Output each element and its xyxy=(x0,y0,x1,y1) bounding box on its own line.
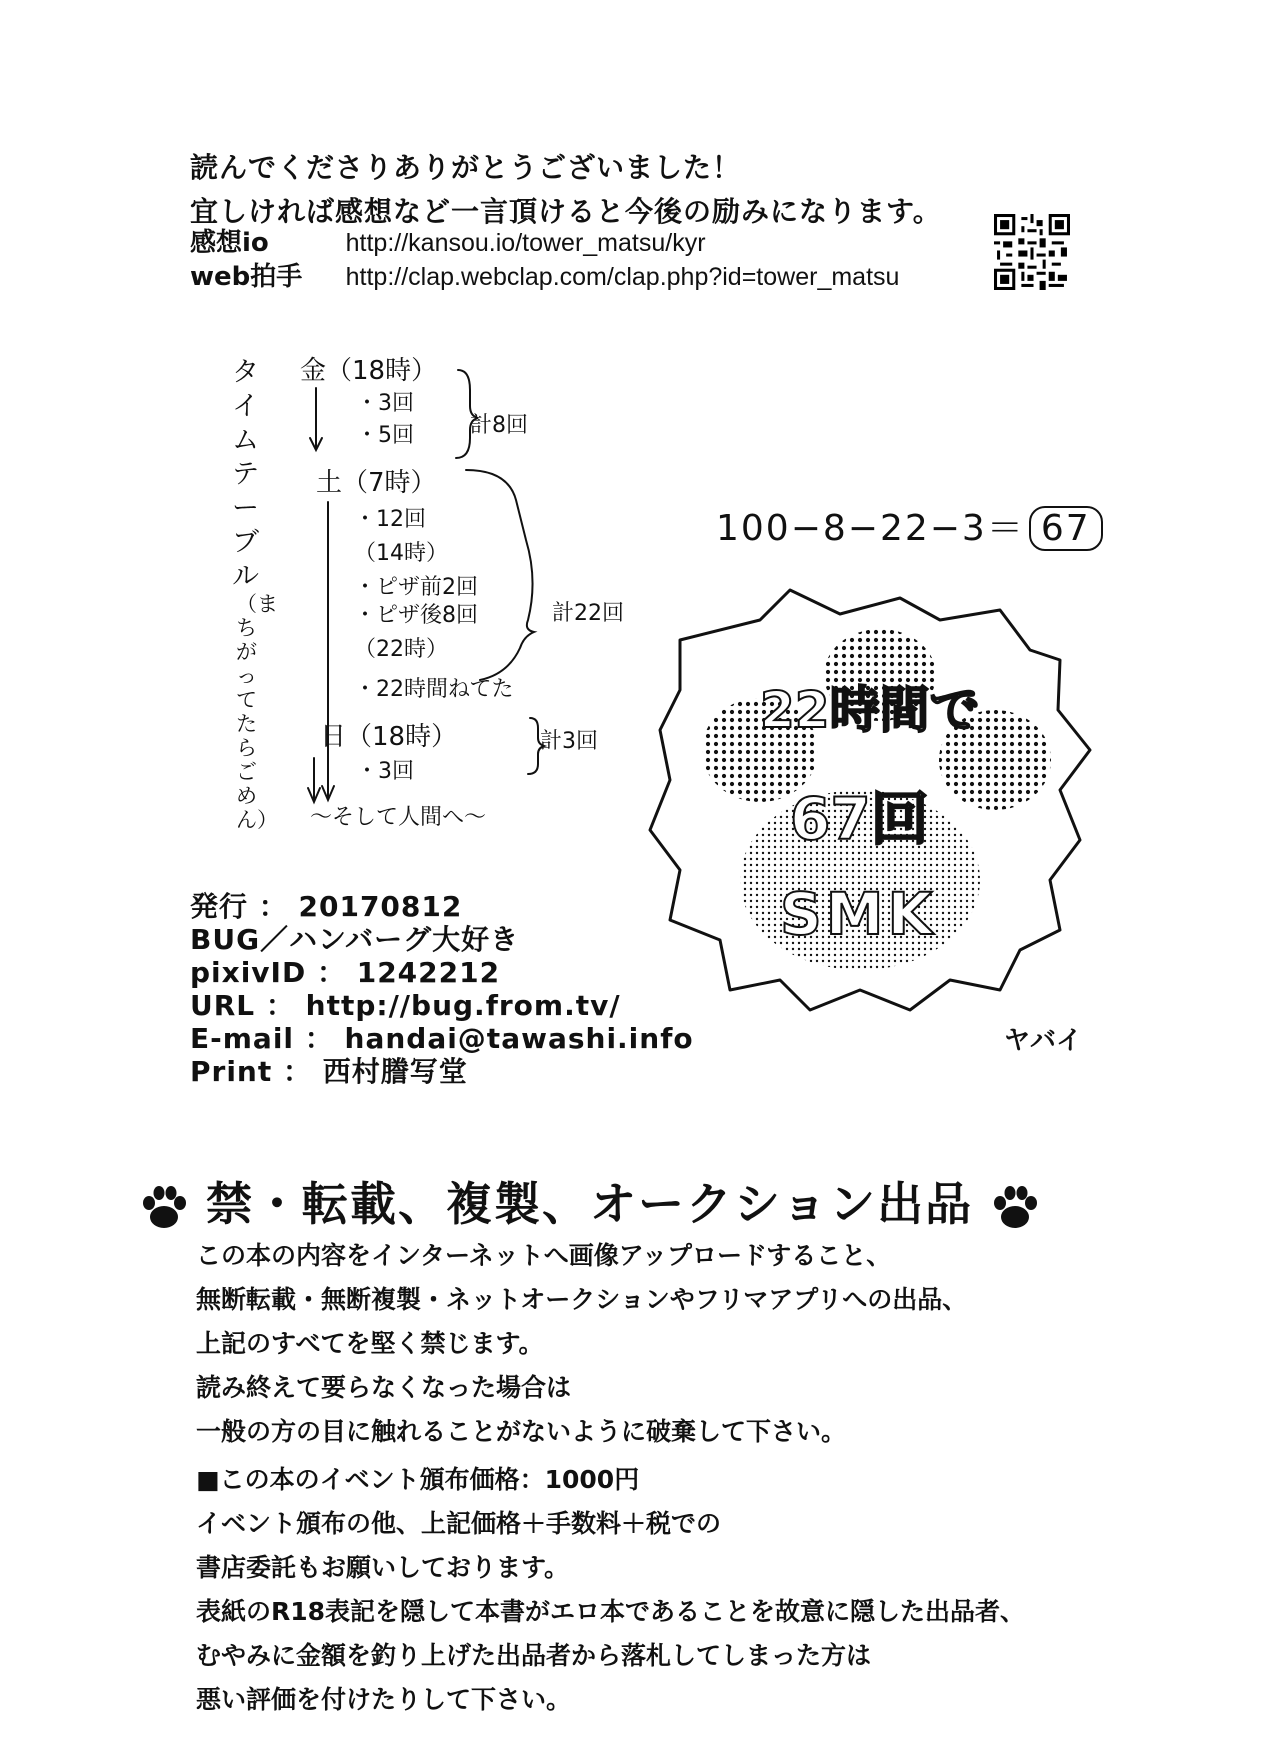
friday-total: 計8回 xyxy=(470,413,528,438)
equation xyxy=(716,500,1103,551)
burst-line-3: SMK xyxy=(780,880,937,948)
burst-line-1: 22時間で xyxy=(760,681,980,739)
thanks-message xyxy=(190,146,942,234)
qr-code-icon xyxy=(994,214,1070,290)
burst-line-2: 67回 xyxy=(790,785,929,853)
colophon-circle: BUG／ハンバーグ大好き xyxy=(190,923,520,956)
equation-left: 100−8−22−3＝ xyxy=(716,508,1025,549)
link-row-webclap xyxy=(190,260,899,294)
webclap-url-link[interactable]: http://clap.webclap.com/clap.php?id=tower_matsu xyxy=(345,263,900,291)
yabai-text: ヤバイ xyxy=(1004,1026,1083,1056)
thanks-line-1: 読んでくださりありがとうございました！ xyxy=(190,151,742,184)
ban-body xyxy=(196,1234,967,1454)
sunday-entry: ・3回 xyxy=(356,759,414,784)
paw-icon xyxy=(991,1185,1039,1231)
friday-entry: ・5回 xyxy=(356,423,414,448)
saturday-entry: ・ピザ後8回 xyxy=(354,603,478,628)
timetable-title: タイムテーブル xyxy=(232,357,259,592)
paw-icon xyxy=(140,1185,188,1231)
saturday-entry: ・12回 xyxy=(354,507,426,532)
saturday-entry: （22時） xyxy=(354,637,448,662)
saturday-entry: （14時） xyxy=(354,541,448,566)
kansou-url-link[interactable]: http://kansou.io/tower_matsu/kyr xyxy=(345,229,706,257)
saturday-entry: ・ピザ前2回 xyxy=(354,575,478,600)
colophon xyxy=(190,890,694,1088)
saturday-label: 土（7時） xyxy=(316,468,437,498)
ban-title: 禁・転載、複製、オークション出品 xyxy=(206,1177,974,1231)
ban-line: この本の内容をインターネットへ画像アップロードすること、 xyxy=(196,1241,892,1270)
link-label: 感想io xyxy=(190,228,269,258)
link-label: web拍手 xyxy=(190,262,303,292)
price-notice xyxy=(196,1458,1025,1722)
colophon-email: E-mail ： handai@tawashi.info xyxy=(190,1022,694,1055)
price-line: イベント頒布の他、上記価格＋手数料＋税での xyxy=(196,1509,722,1538)
thanks-line-2: 宜しければ感想など一言頂けると今後の励みになります。 xyxy=(190,195,942,228)
ban-line: 上記のすべてを堅く禁じます。 xyxy=(196,1329,544,1358)
saturday-total: 計22回 xyxy=(552,601,624,626)
colophon-pixiv: pixivID ： 1242212 xyxy=(190,956,501,989)
timetable-side-note: （まちがってたらごめん） xyxy=(236,592,278,832)
price-line: 書店委託もお願いしております。 xyxy=(196,1553,570,1582)
price-line: 悪い評価を付けたりして下さい。 xyxy=(196,1685,572,1714)
ban-line: 読み終えて要らなくなった場合は xyxy=(196,1373,572,1402)
feedback-links xyxy=(190,226,899,294)
price-line: 表紙のR18表記を隠して本書がエロ本であることを故意に隠した出品者、 xyxy=(196,1597,1026,1626)
price-line: むやみに金額を釣り上げた出品者から落札してしまった方は xyxy=(196,1641,872,1670)
friday-entry: ・3回 xyxy=(356,391,414,416)
colophon-url: URL ： http://bug.from.tv/ xyxy=(190,989,621,1022)
saturday-entry: ・22時間ねてた xyxy=(354,677,514,702)
ban-heading xyxy=(140,1168,1039,1234)
colophon-date: 発行 ： 20170812 xyxy=(190,890,463,923)
ban-line: 一般の方の目に触れることがないように破棄して下さい。 xyxy=(196,1417,847,1446)
friday-label: 金（18時） xyxy=(300,356,438,386)
timetable-brackets xyxy=(280,330,660,830)
ban-line: 無断転載・無断複製・ネットオークションやフリマアプリへの出品、 xyxy=(196,1285,968,1314)
price-line: ■この本のイベント頒布価格：1000円 xyxy=(196,1465,640,1494)
timetable-ending: 〜そして人間へ〜 xyxy=(310,805,487,830)
equation-result: 67 xyxy=(1029,506,1103,551)
link-row-kansou xyxy=(190,226,899,260)
sunday-total: 計3回 xyxy=(540,729,598,754)
sunday-label: 日（18時） xyxy=(320,722,458,752)
colophon-print: Print ： 西村謄写堂 xyxy=(190,1055,468,1088)
